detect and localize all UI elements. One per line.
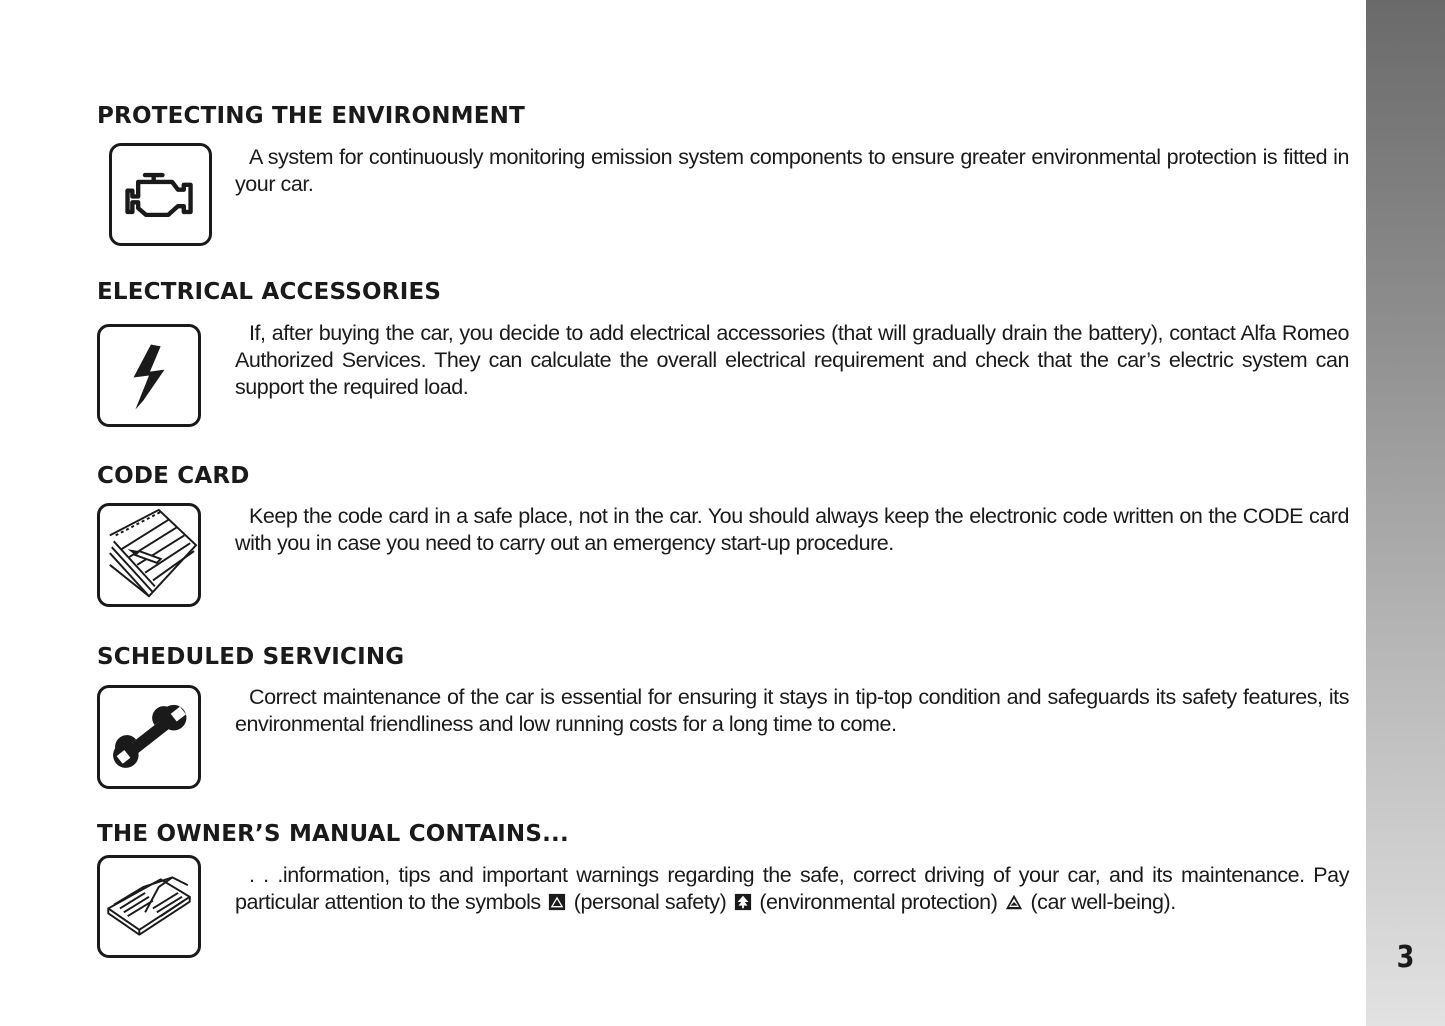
car-well-being-icon [1005,893,1023,911]
owners-manual-text-part4: (car well-being). [1030,890,1176,914]
heading-electrical-accessories: ELECTRICAL ACCESSORIES [97,279,442,305]
heading-code-card: CODE CARD [97,463,250,489]
paragraph-protecting-environment: A system for continuously monitoring emission system components to ensure greater environmental protection is fitted in your car. [235,145,1349,196]
open-book-icon [97,855,201,958]
notebook-pen-icon [97,503,201,607]
environmental-protection-icon [734,893,752,911]
side-band [1366,0,1445,1026]
owners-manual-text-part2: (personal safety) [573,890,727,914]
heading-protecting-environment: PROTECTING THE ENVIRONMENT [97,103,526,129]
paragraph-code-card: Keep the code card in a safe place, not in the car. You should always keep the electronic code written on the CODE card with you in case you need to carry out an emergency start-up procedure. [235,504,1349,555]
heading-scheduled-servicing: SCHEDULED SERVICING [97,644,405,670]
engine-icon [109,143,212,246]
personal-safety-icon [548,893,566,911]
paragraph-owners-manual-contains [235,862,1349,916]
page-number: 3 [1396,940,1415,975]
owners-manual-text-part1: . . .information, tips and important warnings regarding the safe, correct driving of your car, and its maintenance. Pay particular attention to the symbols [235,863,1349,914]
owners-manual-text-part3: (environmental protection) [759,890,998,914]
lightning-bolt-icon [97,324,201,427]
heading-owners-manual-contains: THE OWNER’S MANUAL CONTAINS... [97,821,569,847]
wrench-icon [97,685,201,789]
paragraph-scheduled-servicing: Correct maintenance of the car is essential for ensuring it stays in tip-top condition and safeguards its safety features, its environmental friendliness and low running costs for a long time to come. [235,685,1349,736]
paragraph-electrical-accessories: If, after buying the car, you decide to add electrical accessories (that will gradually drain the battery), contact Alfa Romeo Authorized Services. They can calculate the overall electrical requirement and check that the car’s electric system can support the required load. [235,321,1349,399]
